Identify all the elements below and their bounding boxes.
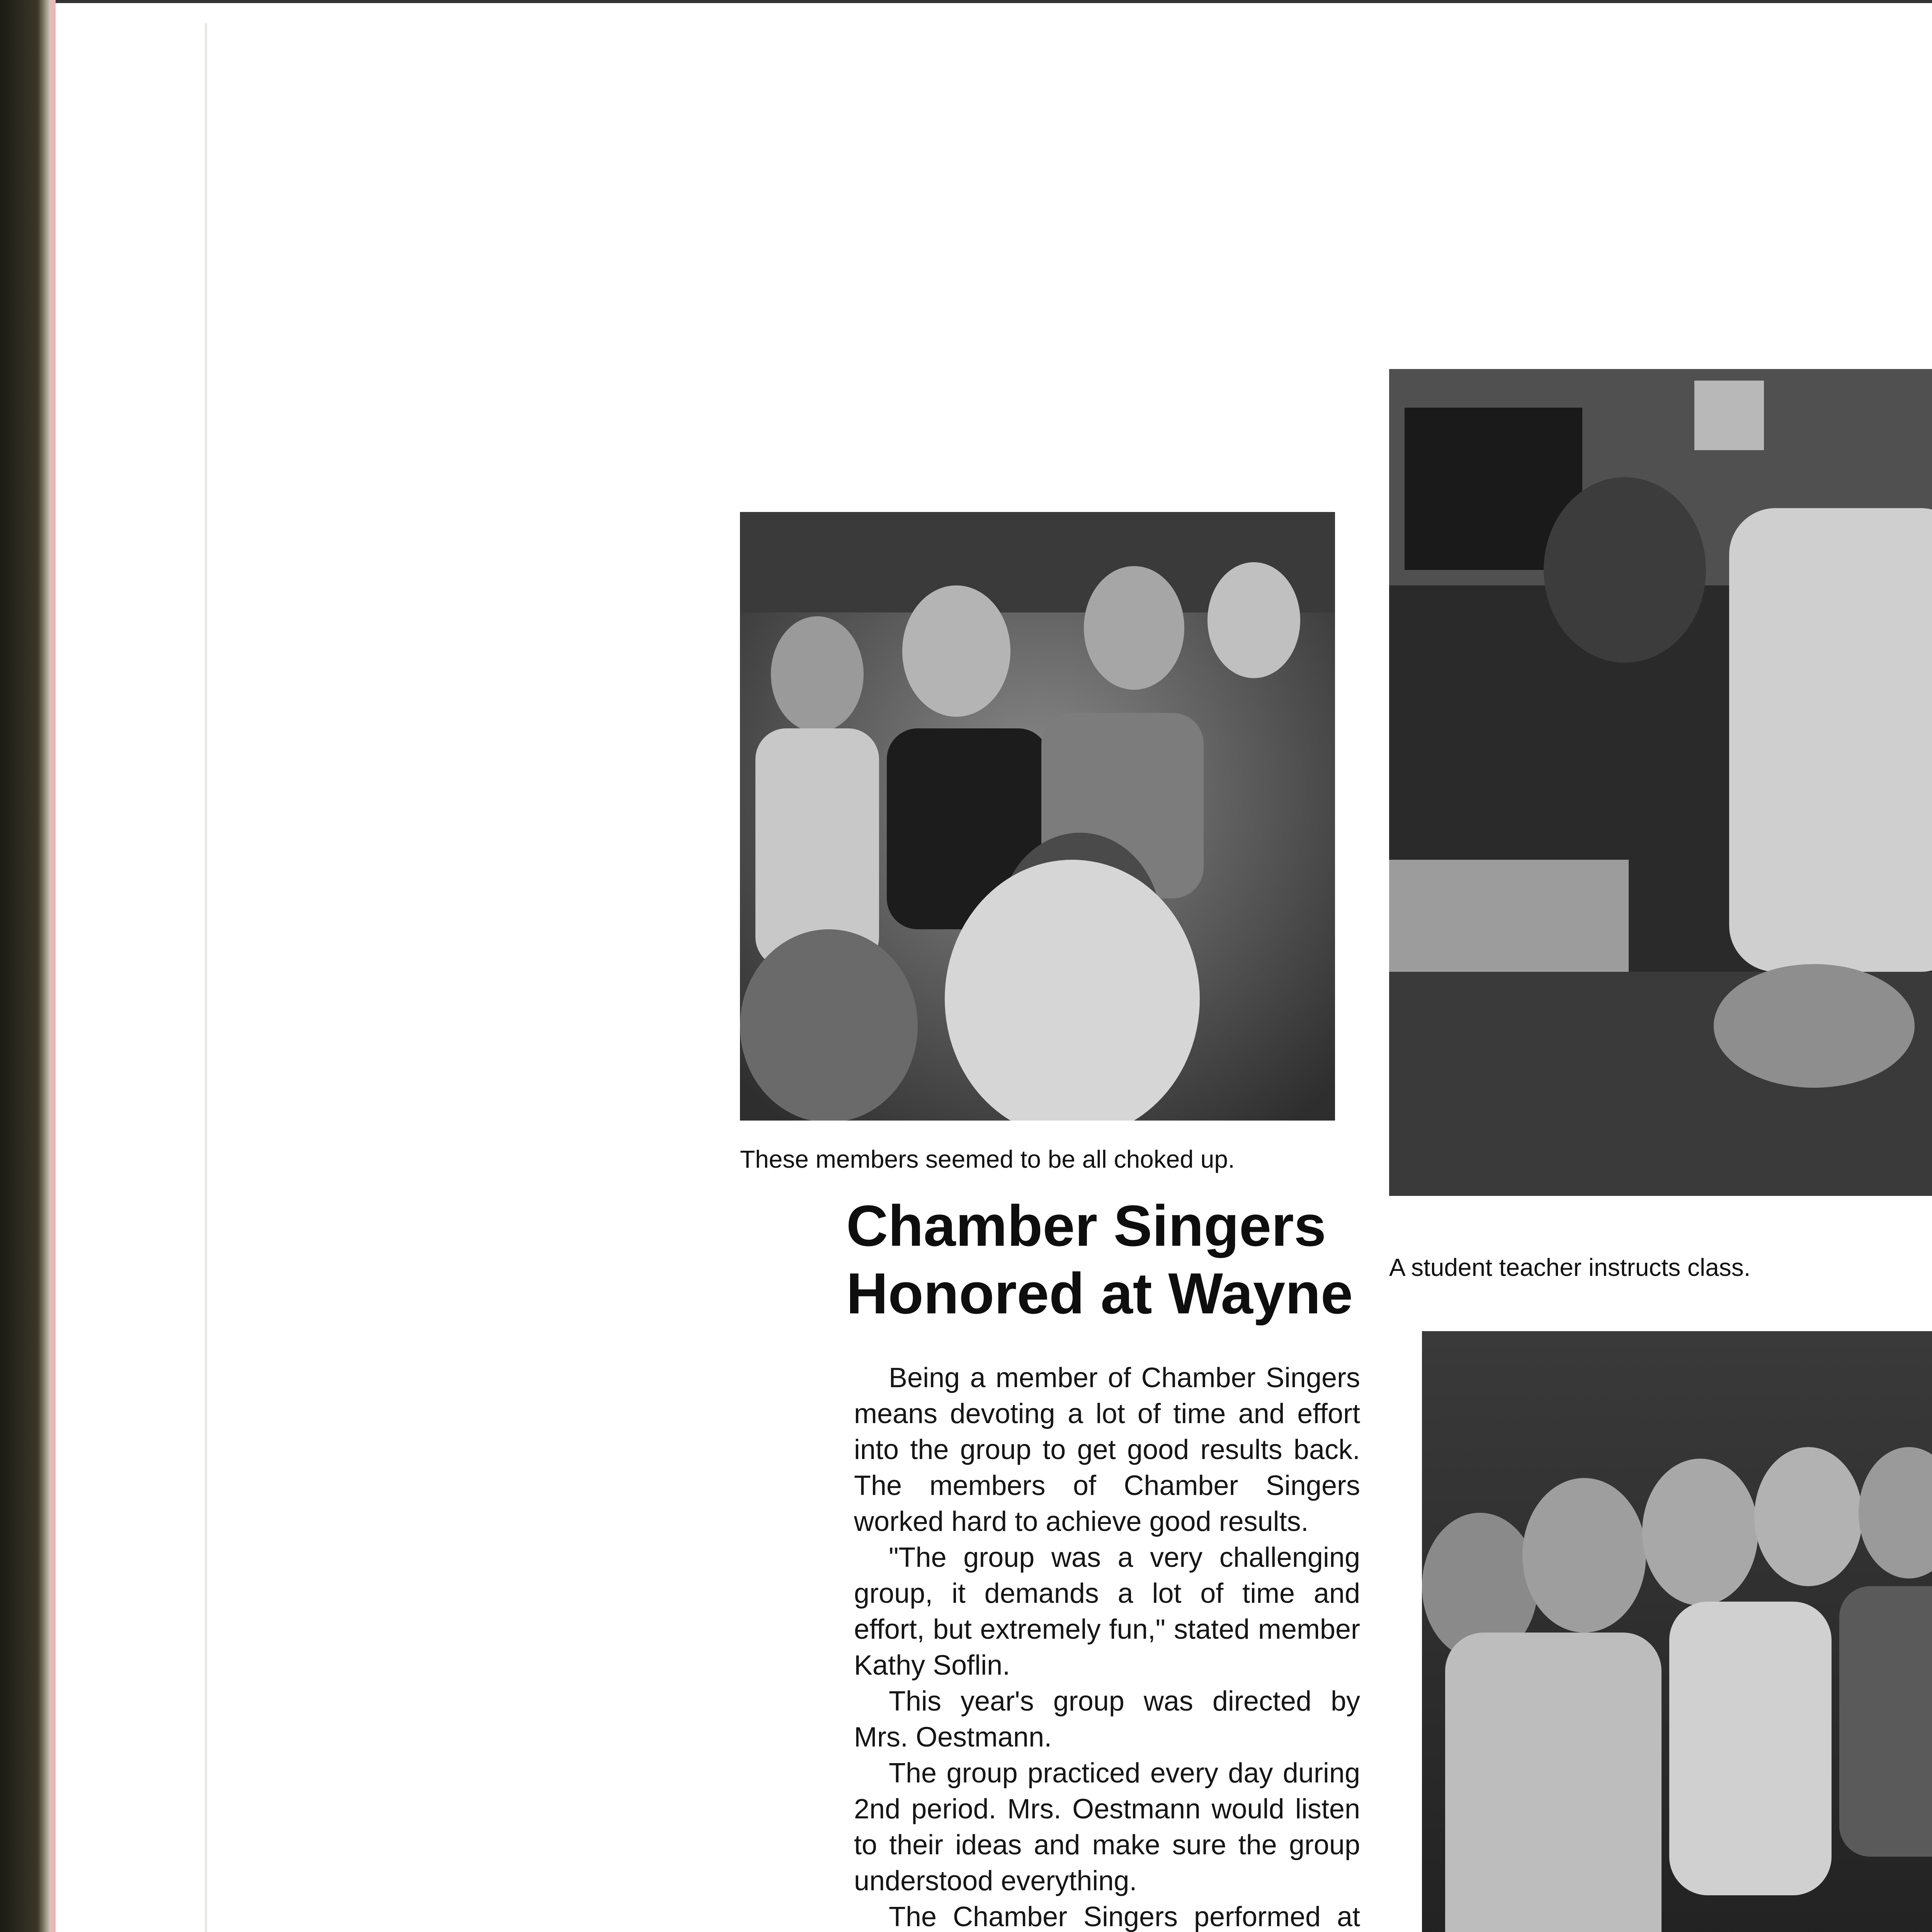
page-gutter [205,23,207,1932]
headline-line-2: Honored at Wayne [846,1261,1353,1326]
photo-student-teacher-image [1389,369,1932,1196]
photo-choked-up [740,512,1335,1121]
photo-caption-choked-up: These members seemed to be all choked up. [740,1145,1235,1173]
article-paragraph: "The group was a very challenging group, it demands a lot of time and effort, but extremely fun," stated member Kathy Soflin. [854,1542,1360,1681]
article-body [854,1360,1360,1932]
binding-strip [50,0,56,1932]
article-paragraph: This year's group was directed by Mrs. Oestmann. [854,1686,1360,1753]
article-headline [846,1192,1387,1327]
headline-line-1: Chamber Singers [846,1193,1327,1258]
book-binding-edge [0,0,50,1932]
photo-student-teacher [1389,369,1932,1196]
article-paragraph: The Chamber Singers performed at [889,1901,1360,1932]
photo-practice-image [1422,1331,1932,1932]
photo-practice [1422,1331,1932,1932]
article-paragraph: Being a member of Chamber Singers means devoting a lot of time and effort into the group to get good results back. The members of Chamber Singers worked hard to achieve good results. [854,1362,1360,1537]
article-paragraph: The group practiced every day during 2nd period. Mrs. Oestmann would listen to their ideas and make sure the group understood everything. [854,1758,1360,1896]
page-top-edge [56,0,1932,3]
photo-choked-up-image [740,512,1335,1121]
photo-caption-student-teacher: A student teacher instructs class. [1389,1253,1751,1281]
